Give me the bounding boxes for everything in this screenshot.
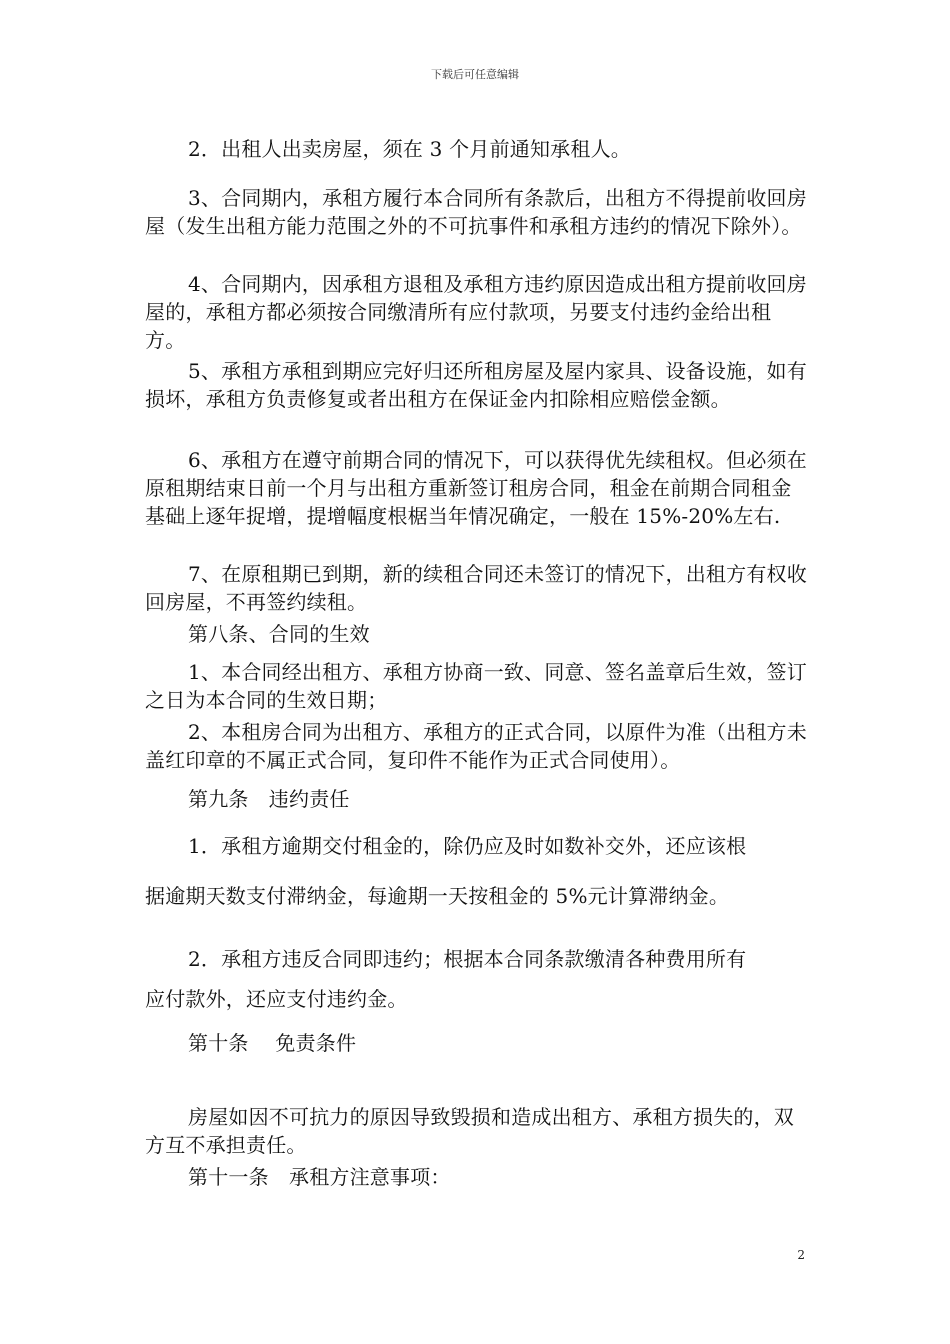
paragraph: 4、合同期内，因承租方退租及承租方违约原因造成出租方提前收回房屋的，承租方都必须按合同缴清所有应付款项，另要支付违约金给出租方。 bbox=[145, 272, 807, 352]
paragraph: 2．承租方违反合同即违约；根据本合同条款缴清各种费用所有 bbox=[188, 947, 747, 971]
paragraph: 2、本租房合同为出租方、承租方的正式合同，以原件为准（出租方未盖红印章的不属正式合同，复印件不能作为正式合同使用）。 bbox=[145, 720, 807, 772]
paragraph: 6、承租方在遵守前期合同的情况下，可以获得优先续租权。但必须在原租期结束日前一个月与出租方重新签订租房合同，租金在前期合同租金基础上逐年捉增，提增幅度根椐当年情况确定，一般在 15%-20%左右. bbox=[145, 448, 807, 528]
page-header: 下载后可任意编辑 bbox=[431, 68, 519, 81]
paragraph-continuation: 据逾期天数支付滞纳金，每逾期一天按租金的 5%元计算滞纳金。 bbox=[145, 884, 730, 908]
paragraph: 2．出租人出卖房屋，须在 3 个月前通知承租人。 bbox=[188, 137, 631, 161]
section-heading: 第八条、合同的生效 bbox=[188, 622, 370, 646]
section-heading: 第十一条 承租方注意事项： bbox=[188, 1165, 451, 1189]
paragraph: 5、承租方承租到期应完好归还所租房屋及屋内家具、设备设施，如有损坏，承租方负责修复或者出租方在保证金内扣除相应赔偿金额。 bbox=[145, 359, 807, 411]
section-heading: 第十条 免责条件 bbox=[188, 1031, 357, 1055]
section-heading: 第九条 违约责任 bbox=[188, 787, 350, 811]
paragraph-continuation: 应付款外，还应支付违约金。 bbox=[145, 987, 408, 1011]
paragraph: 3、合同期内，承租方履行本合同所有条款后，出租方不得提前收回房屋（发生出租方能力范围之外的不可抗事件和承租方违约的情况下除外）。 bbox=[145, 186, 807, 238]
paragraph: 1、本合同经出租方、承租方协商一致、同意、签名盖章后生效，签订之日为本合同的生效日期； bbox=[145, 660, 807, 712]
paragraph: 1．承租方逾期交付租金的，除仍应及时如数补交外，还应该根 bbox=[188, 834, 747, 858]
page-number: 2 bbox=[797, 1248, 805, 1262]
paragraph: 房屋如因不可抗力的原因导致毁损和造成出租方、承租方损失的，双方互不承担责任。 bbox=[145, 1105, 794, 1157]
paragraph: 7、在原租期已到期，新的续租合同还未签订的情况下，出租方有权收回房屋，不再签约续租。 bbox=[145, 562, 807, 614]
